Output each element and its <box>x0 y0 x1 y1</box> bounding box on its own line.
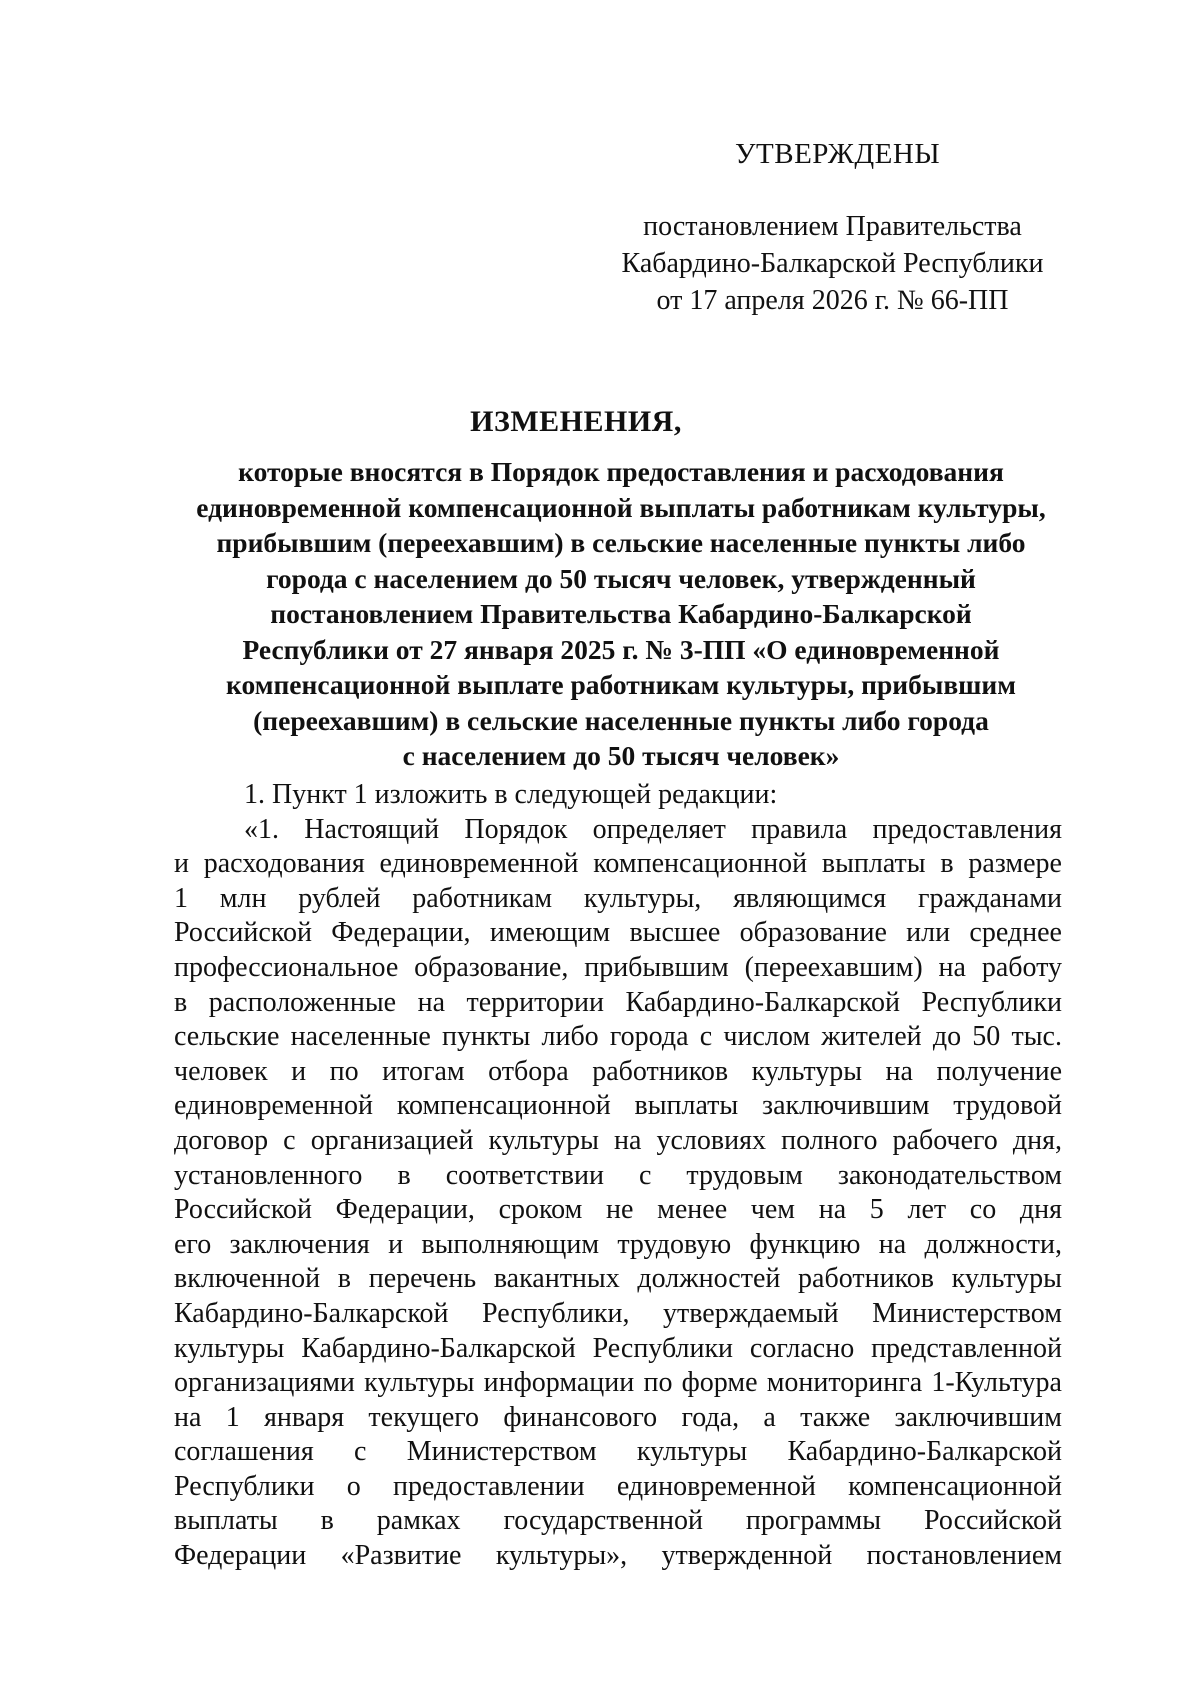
body-line: культуры Кабардино-Балкарской Республики согласно представленной <box>174 1332 1062 1364</box>
document-body <box>174 778 1062 1574</box>
body-line: выплаты в рамках государственной программы Российской <box>174 1505 1062 1537</box>
approval-line: Кабардино-Балкарской Республики <box>621 248 1044 279</box>
body-line: Федерации «Развитие культуры», утвержденной постановлением <box>174 1540 1062 1572</box>
body-line: сельские населенные пункты либо города с числом жителей до 50 тыс. <box>174 1021 1062 1053</box>
body-line: «1. Настоящий Порядок определяет правила предоставления <box>244 813 1062 845</box>
approval-block <box>600 208 1065 319</box>
document-heading: ИЗМЕНЕНИЯ, <box>470 405 682 438</box>
subtitle-line: (переехавшим) в сельские населенные пункты либо города <box>253 704 989 736</box>
body-line: соглашения с Министерством культуры Кабардино-Балкарской <box>174 1436 1062 1468</box>
subtitle-line: постановлением Правительства Кабардино-Балкарской <box>270 598 972 629</box>
document-subtitle <box>160 454 1082 774</box>
body-line: человек и по итогам отбора работников культуры на получение <box>174 1055 1062 1087</box>
body-line: на 1 января текущего финансового года, а также заключившим <box>174 1401 1062 1433</box>
body-line: 1. Пункт 1 изложить в следующей редакции: <box>244 779 778 810</box>
body-line: Российской Федерации, имеющим высшее образование или среднее <box>174 917 1062 949</box>
body-line: в расположенные на территории Кабардино-Балкарской Республики <box>174 986 1062 1018</box>
body-line: 1 млн рублей работникам культуры, являющимся гражданами <box>174 882 1062 914</box>
subtitle-line: прибывшим (переехавшим) в сельские населенные пункты либо <box>216 527 1026 558</box>
body-line: договор с организацией культуры на условиях полного рабочего дня, <box>174 1124 1062 1156</box>
approval-line: постановлением Правительства <box>643 211 1022 242</box>
body-line: Российской Федерации, сроком не менее чем на 5 лет со дня <box>174 1194 1062 1226</box>
subtitle-line: Республики от 27 января 2025 г. № 3-ПП «О единовременной <box>242 633 1000 665</box>
subtitle-line: единовременной компенсационной выплаты работникам культуры, <box>196 491 1046 523</box>
subtitle-line: компенсационной выплате работникам культуры, прибывшим <box>226 669 1016 700</box>
body-line: Республики о предоставлении единовременной компенсационной <box>174 1470 1062 1502</box>
subtitle-line: города с населением до 50 тысяч человек, утвержденный <box>266 562 976 594</box>
body-line: профессиональное образование, прибывшим (переехавшим) на работу <box>174 951 1062 983</box>
body-line: организациями культуры информации по форме мониторинга 1-Культура <box>174 1367 1062 1399</box>
approval-line: от 17 апреля 2026 г. № 66-ПП <box>656 285 1009 316</box>
body-line: включенной в перечень вакантных должностей работников культуры <box>174 1263 1062 1295</box>
body-line: его заключения и выполняющим трудовую функцию на должности, <box>174 1228 1062 1260</box>
body-line: Кабардино-Балкарской Республики, утверждаемый Министерством <box>174 1297 1062 1329</box>
subtitle-line: с населением до 50 тысяч человек» <box>402 740 840 771</box>
body-line: установленного в соответствии с трудовым законодательством <box>174 1159 1062 1191</box>
approval-title: УТВЕРЖДЕНЫ <box>735 138 941 170</box>
subtitle-line: которые вносятся в Порядок предоставления и расходования <box>238 456 1004 487</box>
body-line: единовременной компенсационной выплаты заключившим трудовой <box>174 1090 1062 1122</box>
body-line: и расходования единовременной компенсационной выплаты в размере <box>174 848 1062 880</box>
